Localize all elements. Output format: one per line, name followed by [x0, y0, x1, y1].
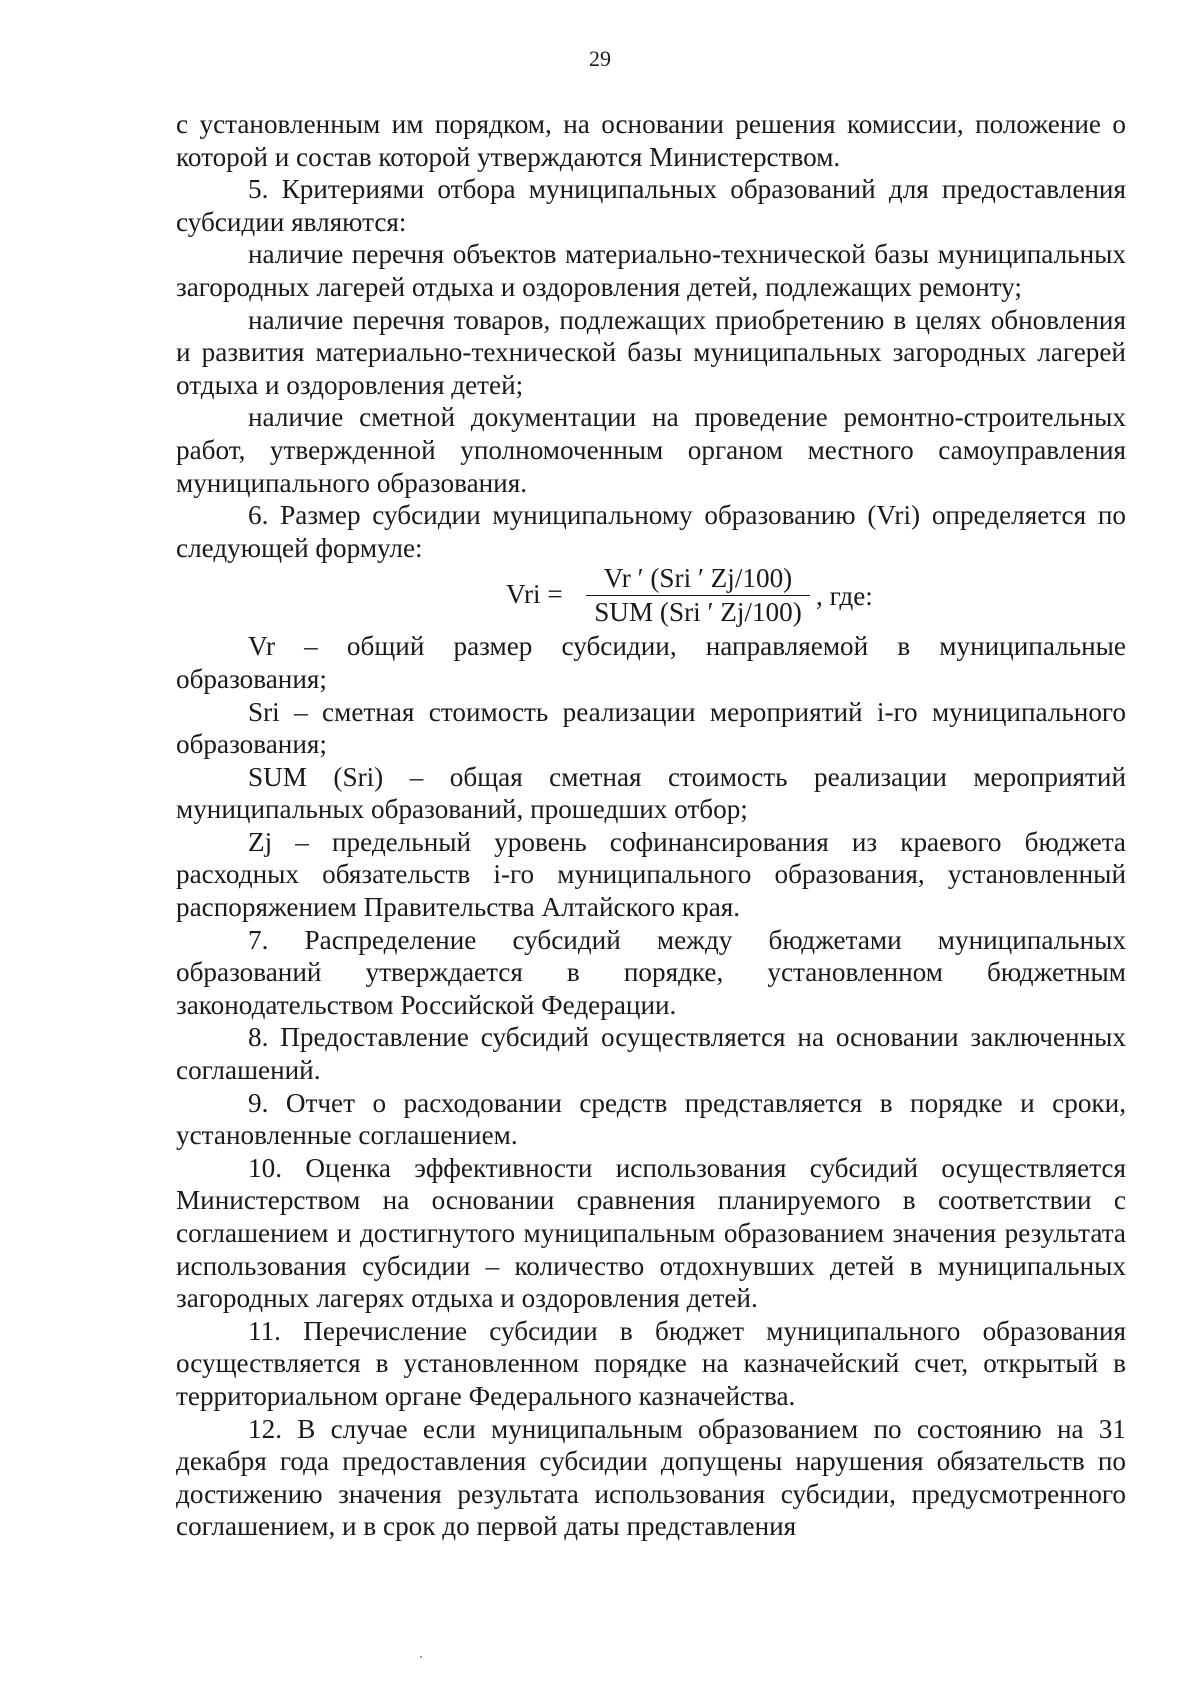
- paragraph: наличие сметной документации на проведение ремонтно-строительных работ, утвержденной уполномоченным органом местного самоуправления муниципального образования.: [176, 402, 1126, 498]
- paragraph: 10. Оценка эффективности использования субсидий осуществляется Министерством на основании сравнения планируемого в соответствии с соглашением и достигнутого муниципальным образованием значения результата использования субсидии – количество отдохнувших детей в муниципальных загородных лагерях отдыха и оздоровления детей.: [176, 1152, 1126, 1314]
- paragraph: наличие перечня объектов материально-технической базы муниципальных загородных лагерей отдыха и оздоровления детей, подлежащих ремонту;: [176, 239, 1126, 302]
- formula-fraction: [586, 562, 810, 628]
- paragraphs-top: [176, 108, 1126, 564]
- paragraph: Vr – общий размер субсидии, направляемой в муниципальные образования;: [176, 631, 1126, 694]
- paragraph: с установленным им порядком, на основании решения комиссии, положение о которой и состав которой утверждаются Министерством.: [176, 109, 1126, 172]
- paragraph: SUM (Sri) – общая сметная стоимость реализации мероприятий муниципальных образований, прошедших отбор;: [176, 761, 1126, 825]
- paragraph: 5. Критериями отбора муниципальных образований для предоставления субсидии являются:: [176, 174, 1126, 237]
- paragraph: 8. Предоставление субсидий осуществляется на основании заключенных соглашений.: [176, 1022, 1126, 1086]
- paragraph: наличие перечня товаров, подлежащих приобретению в целях обновления и развития материально-технической базы муниципальных загородных лагерей отдыха и оздоровления детей;: [176, 304, 1126, 400]
- paragraph: Sri – сметная стоимость реализации мероприятий i-го муниципального образования;: [176, 696, 1126, 760]
- paragraph: 12. В случае если муниципальным образованием по состоянию на 31 декабря года предоставления субсидии допущены нарушения обязательств по достижению значения результата использования субсидии, предусмотренного соглашением, и в срок до первой даты представления: [176, 1413, 1126, 1542]
- formula: [176, 564, 1126, 630]
- formula-numerator: Vr ′ (Sri ′ Zj/100): [586, 562, 810, 596]
- paragraph: 9. Отчет о расходовании средств представляется в порядке и сроки, установленные соглашением.: [176, 1087, 1126, 1151]
- scan-speck: [420, 1656, 422, 1658]
- paragraph: 11. Перечисление субсидии в бюджет муниципального образования осуществляется в установленном порядке на казначейский счет, открытый в территориальном органе Федерального казначейства.: [176, 1315, 1126, 1411]
- paragraph: 6. Размер субсидии муниципальному образованию (Vri) определяется по следующей формуле:: [176, 500, 1126, 563]
- formula-denominator: SUM (Sri ′ Zj/100): [594, 597, 802, 628]
- paragraph: 7. Распределение субсидий между бюджетами муниципальных образований утверждается в порядке, установленном бюджетным законодательством Российской Федерации.: [176, 924, 1126, 1020]
- formula-lhs: Vri =: [506, 579, 563, 610]
- page-number: 29: [589, 46, 611, 71]
- paragraph: Zj – предельный уровень софинансирования из краевого бюджета расходных обязательств i-го муниципального образования, установленный распоряжением Правительства Алтайского края.: [176, 826, 1126, 923]
- document-body: [176, 108, 1126, 1543]
- paragraphs-bottom: [176, 630, 1126, 1543]
- formula-tail: , где:: [816, 581, 873, 612]
